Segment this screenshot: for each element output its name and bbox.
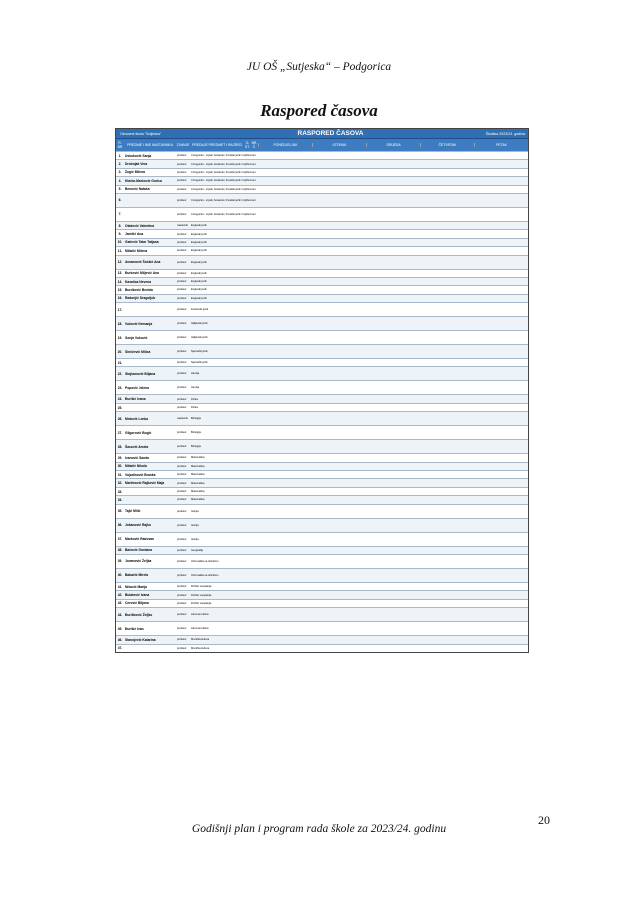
cell-no: 16. [117,296,123,301]
cell-no: 44. [117,612,123,617]
column-header-row [116,138,528,151]
cell-subject: Fizičko vaspitanje [191,585,212,589]
cell-title: profesor [177,280,187,284]
cell-no: 24. [117,397,123,402]
cell-subject: Likovna kultura [191,627,209,631]
table-row [116,462,528,470]
cell-no: 29. [117,455,123,460]
cell-subject: Njemački jezik [191,350,208,354]
table-row [116,185,528,193]
cell-title: profesor [177,260,187,264]
cell-name: Tajić Milić [125,509,141,514]
cell-no: 25. [117,405,123,410]
cell-subject: Likovna kultura [191,613,209,617]
table-row [116,621,528,635]
table-row [116,238,528,246]
cell-title: profesor [177,559,187,563]
cell-title: profesor [177,490,187,493]
cell-subject: Matematika [191,473,205,477]
cell-no: 32. [117,481,123,486]
cell-no: 22. [117,371,123,376]
cell-subject: Informatika sa tehnikom [191,559,219,563]
table-row [116,403,528,411]
cell-name: Milačić Milena [125,248,148,253]
cell-no: 1. [118,153,122,158]
cell-name: Otašević Valentina [125,223,155,228]
cell-name: Cerović Biljana [125,601,149,606]
cell-title: profesor [177,187,187,191]
cell-name: Đurković Miljević Ana [125,271,159,276]
cell-title: profesor [177,601,187,605]
cell-title: profesor [177,162,187,166]
table-row [116,269,528,277]
cell-subject: Crnogorski - srpski, bosanski, hrvatski jezik i književnost [191,187,256,191]
cell-no: 17. [117,307,123,312]
cell-subject: Fizičko vaspitanje [191,593,212,597]
cell-title: profesor [177,308,187,312]
cell-subject: Biologija [191,417,201,421]
cell-title: profesor [177,397,187,401]
table-row [116,277,528,285]
cell-subject: Fizičko vaspitanje [191,601,212,605]
column-header: O. ST. [245,141,250,149]
cell-title: profesor [177,638,187,642]
cell-subject: Engleski jezik [191,280,207,284]
cell-title: profesor [177,537,187,541]
school-year: Školska 2023/24. godina [485,131,525,136]
cell-title: profesor [177,406,187,410]
table-row [116,294,528,302]
school-name: Osnovna škola "Sutjeska" [120,131,162,136]
cell-name: Đurišić Ivan [125,626,144,631]
table-row [116,366,528,380]
cell-subject: Crnogorski - srpski, bosanski, hrvatski jezik i književnost [191,154,256,158]
column-header: PREZIME I IME NASTAVNIKA [127,143,173,147]
cell-no: 26. [117,416,123,421]
cell-no: 7. [118,212,122,217]
cell-name: Vuković Nemanja [125,321,153,326]
cell-subject: Engleski jezik [191,249,207,253]
table-row [116,255,528,269]
page-header: JU OŠ „Sutjeska“ – Podgorica [246,61,392,73]
table-row [116,518,528,532]
cell-no: 6. [118,198,122,203]
cell-name: Đurišić Ivana [125,397,146,402]
cell-no: 36. [117,523,123,528]
cell-no: 14. [117,279,123,284]
table-row [116,504,528,518]
day-header: PONEDJELJAK [258,143,312,147]
schedule-band [116,129,528,138]
table-row [116,582,528,590]
cell-title: profesor [177,431,187,435]
cell-title: profesor [177,336,187,340]
cell-subject: Fizika [191,406,198,410]
cell-no: 5. [118,187,122,192]
table-row [116,635,528,643]
cell-title: profesor [177,170,187,174]
cell-title: profesor [177,372,187,376]
cell-subject: Istorija [191,523,199,527]
cell-title: profesor [177,212,187,216]
schedule-rows [116,151,528,652]
table-row [116,478,528,486]
cell-subject: Engleski jezik [191,232,207,236]
table-row [116,453,528,461]
cell-name: Šasović Amela [125,444,149,449]
table-row [116,221,528,229]
cell-no: 42. [117,593,123,598]
cell-no: 34. [117,497,123,502]
cell-no: 28. [117,444,123,449]
day-header: ČETVRTAK [420,143,474,147]
cell-no: 27. [117,430,123,435]
cell-title: profesor [177,509,187,513]
cell-name: Mrdović Lenka [125,416,149,421]
cell-name: Ivanović Sanda [125,455,150,460]
day-headers [258,143,528,147]
table-row [116,554,528,568]
cell-name: Jovanović Željka [125,559,152,564]
schedule-table [115,128,529,653]
table-row [116,607,528,621]
cell-subject: Matematika [191,464,205,468]
cell-subject: Njemački jezik [191,361,208,365]
cell-name: Burdžović Benida [125,287,153,292]
cell-title: profesor [177,271,187,275]
table-row [116,495,528,503]
cell-title: nastavnik [177,224,188,228]
table-row [116,168,528,176]
cell-subject: Engleski jezik [191,271,207,275]
cell-no: 38. [117,548,123,553]
cell-name: Popović Jelena [125,385,150,390]
cell-no: 37. [117,537,123,542]
cell-no: 46. [117,637,123,642]
cell-subject: Hemija [191,386,200,390]
cell-no: 8. [118,223,122,228]
table-row [116,358,528,366]
cell-subject: Engleski jezik [191,296,207,300]
cell-title: profesor [177,445,187,449]
cell-subject: Muzička kultura [191,638,210,642]
cell-name: Martinović Rajković Maja [125,481,165,486]
cell-title: profesor [177,646,187,650]
cell-no: 23. [117,385,123,390]
table-row [116,285,528,293]
cell-subject: Crnogorski - srpski, bosanski, hrvatski jezik i književnost [191,179,256,183]
cell-name: Radonjić Dragoljub [125,296,156,301]
cell-title: profesor [177,613,187,617]
cell-name: Drobnjak Vera [125,162,148,167]
cell-name: Simićević Milica [125,349,151,354]
cell-no: 19. [117,335,123,340]
day-header: UTORAK [312,143,366,147]
column-header: R. BR [117,141,123,149]
cell-subject: Matematika [191,456,205,460]
table-row [116,330,528,344]
table-row [116,316,528,330]
cell-subject: Muzička kultura [191,646,210,650]
schedule-title: RASPORED ČASOVA [297,130,364,137]
cell-no: 45. [117,626,123,631]
table-row [116,302,528,316]
column-header: PREDAJE PREDMET I RAZRED [192,143,242,147]
cell-title: profesor [177,296,187,300]
cell-name: Milačić Nikola [125,464,147,469]
table-row [116,568,528,582]
cell-subject: Informatika sa tehnikom [191,573,219,577]
cell-title: profesor [177,464,187,468]
cell-title: profesor [177,198,187,202]
day-header: PETAK [474,143,528,147]
cell-title: profesor [177,232,187,236]
cell-no: 20. [117,349,123,354]
cell-title: profesor [177,350,187,354]
table-row [116,151,528,159]
cell-name: Bačović Gordana [125,548,153,553]
table-row [116,380,528,394]
cell-title: profesor [177,386,187,390]
table-row [116,229,528,237]
table-row [116,425,528,439]
cell-no: 35. [117,509,123,514]
cell-title: profesor [177,585,187,589]
cell-name: Uskoković Sanja [125,153,152,158]
table-row [116,487,528,495]
table-row [116,344,528,358]
cell-no: 4. [118,178,122,183]
cell-name: Gačević Tatar Tatjana [125,240,159,245]
cell-no: 12. [117,260,123,265]
page-footer: Godišnji plan i program rada škole za 2023/24. godinu [191,823,447,835]
cell-no: 11. [117,248,123,253]
cell-subject: Italijanski jezik [191,322,208,326]
cell-name: Janičić Ana [125,232,144,237]
cell-subject: Istorija [191,537,199,541]
cell-subject: Engleski jezik [191,260,207,264]
cell-title: profesor [177,523,187,527]
column-header: ZVANJE [176,143,190,147]
cell-title: profesor [177,361,187,365]
cell-subject: Biologija [191,431,201,435]
cell-subject: Matematika [191,490,205,493]
page-title: Raspored časova [260,101,378,120]
cell-name: Đuričković Željko [125,612,153,617]
cell-name: Kasalica Nevena [125,279,152,284]
cell-title: profesor [177,627,187,631]
cell-no: 13. [117,271,123,276]
cell-name: Stojkanović Biljana [125,371,156,376]
cell-name: Žugić Milena [125,170,145,175]
cell-subject: Fizika [191,397,198,401]
cell-title: profesor [177,548,187,552]
cell-no: 15. [117,287,123,292]
table-row [116,246,528,254]
cell-no: 33. [117,489,123,494]
table-row [116,159,528,167]
table-row [116,590,528,598]
cell-no: 47. [117,646,123,651]
day-header: SRIJEDA [366,143,420,147]
cell-subject: Engleski jezik [191,240,207,244]
table-row [116,599,528,607]
cell-subject: Matematika [191,498,205,502]
cell-subject: Geografija [191,548,203,552]
cell-no: 9. [118,232,122,237]
cell-title: profesor [177,456,187,460]
table-row [116,394,528,402]
cell-name: Stanojević Katarina [125,637,156,642]
cell-title: profesor [177,481,187,485]
table-row [116,470,528,478]
cell-name: Jokanović Rajko [125,523,152,528]
table-row [116,411,528,425]
cell-subject: Matematika [191,481,205,485]
cell-subject: Engleski jezik [191,224,207,228]
cell-subject: Francuski jezik [191,308,209,312]
cell-no: 31. [117,472,123,477]
table-row [116,207,528,221]
table-row [116,546,528,554]
cell-subject: Crnogorski - srpski, bosanski, hrvatski jezik i književnost [191,198,256,202]
cell-name: Marković Radovan [125,537,155,542]
cell-title: profesor [177,498,187,502]
cell-name: Sonja Vuković [125,335,148,340]
page-number: 20 [538,813,550,827]
cell-title: profesor [177,240,187,244]
cell-title: profesor [177,179,187,183]
cell-subject: Crnogorski - srpski, bosanski, hrvatski jezik i književnost [191,170,256,174]
cell-title: profesor [177,593,187,597]
cell-title: nastavnik [177,417,188,421]
cell-name: Gligorović Bogić [125,430,152,435]
cell-name: Bulatović Ivana [125,593,150,598]
cell-name: Klačar-Marković Gorica [125,178,162,183]
cell-no: 3. [118,170,122,175]
cell-name: Vujadinović Branka [125,472,156,477]
cell-no: 2. [118,162,122,167]
cell-subject: Italijanski jezik [191,336,208,340]
table-row [116,439,528,453]
cell-no: 41. [117,584,123,589]
cell-no: 18. [117,321,123,326]
cell-no: 39. [117,559,123,564]
cell-title: profesor [177,322,187,326]
cell-subject: Crnogorski - srpski, bosanski, hrvatski jezik i književnost [191,162,256,166]
cell-no: 10. [117,240,123,245]
cell-no: 40. [117,573,123,578]
cell-subject: Engleski jezik [191,288,207,292]
cell-no: 21. [117,360,123,365]
cell-title: profesor [177,249,187,253]
cell-subject: Crnogorski - srpski, bosanski, hrvatski jezik i književnost [191,212,256,216]
table-row [116,644,528,652]
cell-name: Avramović Šoškić Ana [125,260,161,265]
cell-title: profesor [177,573,187,577]
cell-title: profesor [177,288,187,292]
cell-name: Nišavić Marija [125,584,147,589]
cell-no: 43. [117,601,123,606]
cell-subject: Istorija [191,509,199,513]
table-row [116,532,528,546]
cell-title: profesor [177,473,187,477]
table-row [116,176,528,184]
cell-title: profesor [177,154,187,158]
cell-no: 30. [117,464,123,469]
table-row [116,193,528,207]
column-header: BR. Č. [251,141,258,149]
cell-subject: Biologija [191,445,201,449]
cell-name: Babačić Mirela [125,573,149,578]
cell-subject: Hemija [191,372,200,376]
cell-name: Benović Nataša [125,187,150,192]
